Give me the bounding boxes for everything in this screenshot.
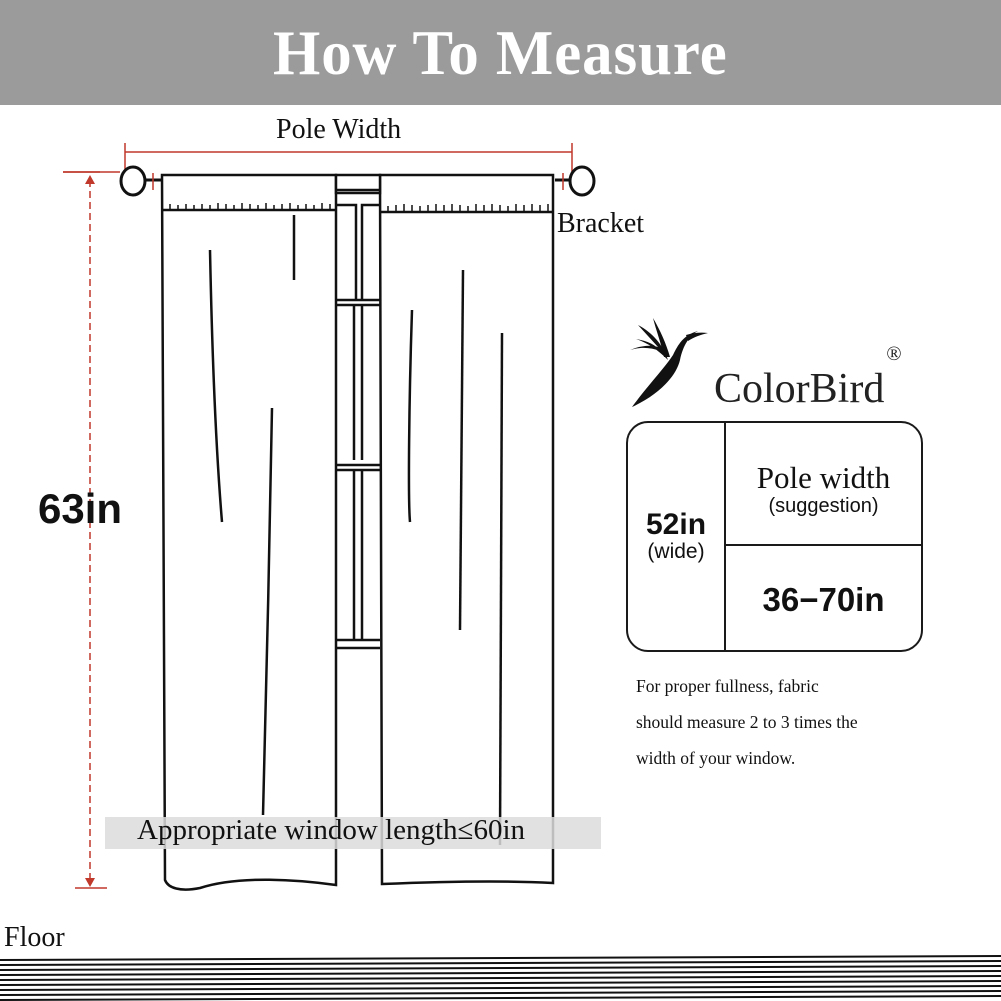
pole-width-heading: Pole width: [756, 459, 891, 495]
brand-logo: [628, 315, 902, 410]
pole-finial-left: [121, 167, 145, 195]
panel-width-value: 52in: [645, 507, 707, 541]
registered-mark: ®: [886, 343, 902, 365]
brand-name: ColorBird: [714, 366, 885, 412]
fullness-note: [636, 668, 956, 776]
panel-width-cell: [628, 423, 726, 650]
pole-width-label: Pole Width: [276, 114, 402, 145]
pole-width-header-cell: [726, 423, 921, 546]
pole-width-range: 36−70in: [762, 581, 885, 618]
floor-label: Floor: [4, 922, 65, 953]
note-line: width of your window.: [636, 748, 796, 768]
note-line: should measure 2 to 3 times the: [636, 712, 858, 732]
page-title: How To Measure: [273, 16, 728, 88]
curtain-length-label: 63in: [38, 485, 123, 532]
floor-stripes: [0, 956, 1001, 1000]
panel-width-note: (wide): [647, 540, 705, 564]
spec-table: [626, 421, 923, 652]
curtain-panel-right: [380, 175, 553, 884]
window-frame: [336, 175, 380, 648]
note-line: For proper fullness, fabric: [636, 676, 819, 696]
curtain-panel-left: [162, 175, 336, 890]
pole-finial-right: [570, 167, 594, 195]
window-length-note: Appropriate window length≤60in: [137, 814, 526, 846]
bird-logo-icon: [628, 315, 710, 410]
pole-width-suggestion: (suggestion): [768, 495, 879, 518]
pole-width-range-cell: [726, 546, 921, 650]
bracket-label: Bracket: [557, 208, 645, 239]
